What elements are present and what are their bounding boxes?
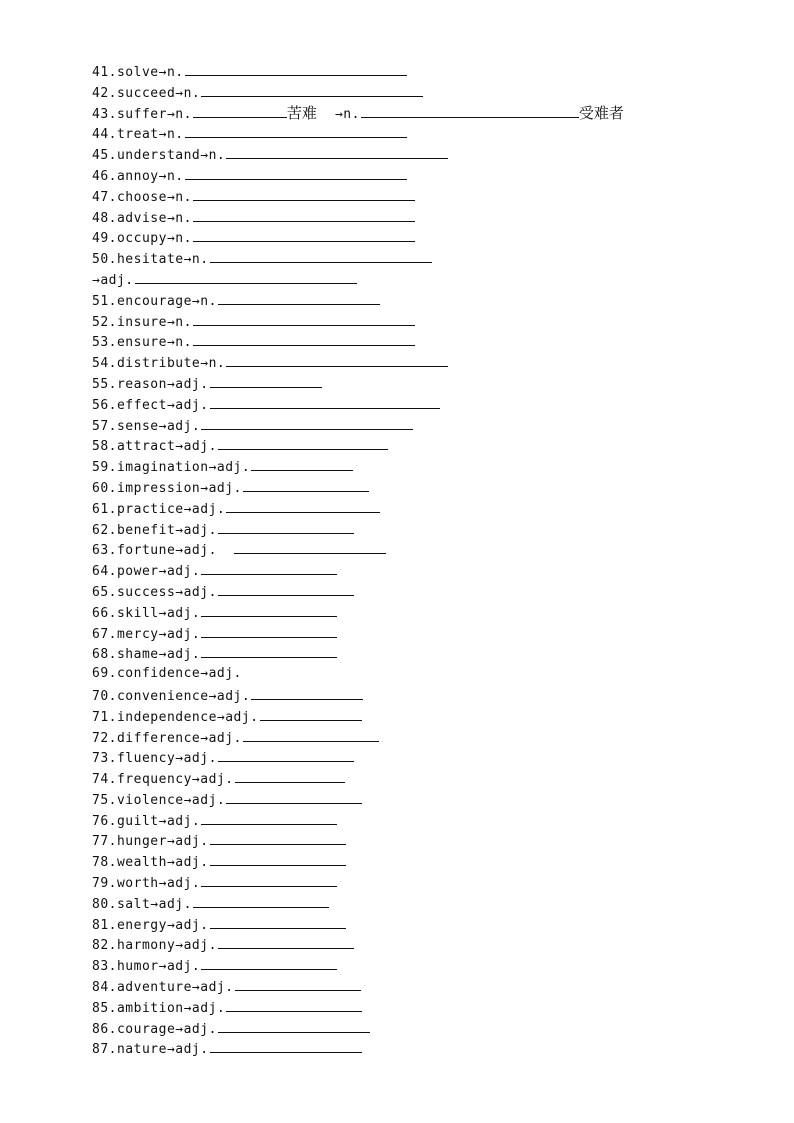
answer-blank[interactable] — [243, 477, 369, 492]
answer-blank[interactable] — [226, 352, 448, 367]
answer-blank[interactable] — [201, 560, 337, 575]
list-item: 57.sense→adj. — [92, 415, 732, 436]
list-item: 49.occupy→n. — [92, 227, 732, 248]
list-item: 56.effect→adj. — [92, 394, 732, 415]
answer-blank[interactable] — [185, 165, 407, 180]
answer-blank[interactable] — [218, 519, 354, 534]
answer-blank[interactable] — [218, 435, 388, 450]
answer-blank[interactable] — [218, 290, 380, 305]
answer-blank[interactable] — [361, 103, 579, 118]
list-item: →adj. — [92, 269, 732, 290]
list-item: 52.insure→n. — [92, 311, 732, 332]
list-item: 84.adventure→adj. — [92, 976, 732, 997]
answer-blank[interactable] — [193, 207, 415, 222]
list-item: 85.ambition→adj. — [92, 997, 732, 1018]
answer-blank[interactable] — [218, 747, 354, 762]
list-item: 61.practice→adj. — [92, 498, 732, 519]
list-item: 44.treat→n. — [92, 123, 732, 144]
list-item: 73.fluency→adj. — [92, 747, 732, 768]
list-item: 79.worth→adj. — [92, 872, 732, 893]
answer-blank[interactable] — [193, 311, 415, 326]
list-item: 43.suffer→n. 苦难 →n. 受难者 — [92, 103, 624, 122]
list-item: 87.nature→adj. — [92, 1038, 732, 1059]
list-item: 77.hunger→adj. — [92, 830, 732, 851]
answer-blank[interactable] — [226, 997, 362, 1012]
answer-blank[interactable] — [185, 61, 407, 76]
list-item: 59.imagination→adj. — [92, 456, 732, 477]
list-item: 86.courage→adj. — [92, 1018, 732, 1039]
answer-blank[interactable] — [226, 498, 380, 513]
chinese-hint: 受难者 — [578, 103, 624, 122]
list-item: 55.reason→adj. — [92, 373, 732, 394]
answer-blank[interactable] — [226, 144, 448, 159]
answer-blank[interactable] — [243, 727, 379, 742]
list-item: 60.impression→adj. — [92, 477, 732, 498]
answer-blank[interactable] — [135, 269, 357, 284]
list-item: 78.wealth→adj. — [92, 851, 732, 872]
answer-blank[interactable] — [210, 248, 432, 263]
list-item: 41.solve→n. — [92, 61, 732, 82]
list-item: 53.ensure→n. — [92, 331, 732, 352]
list-item: 74.frequency→adj. — [92, 768, 732, 789]
list-item: 75.violence→adj. — [92, 789, 732, 810]
answer-blank[interactable] — [210, 914, 346, 929]
list-item: 58.attract→adj. — [92, 435, 732, 456]
answer-blank[interactable] — [201, 623, 337, 638]
list-item: 51.encourage→n. — [92, 290, 732, 311]
chinese-hint: 苦难 — [286, 103, 317, 122]
list-item: 66.skill→adj. — [92, 602, 732, 623]
answer-blank[interactable] — [201, 82, 423, 97]
list-item: 68.shame→adj. — [92, 643, 732, 664]
list-item: 64.power→adj. — [92, 560, 732, 581]
answer-blank[interactable] — [193, 893, 329, 908]
list-item: 69.confidence→adj. — [92, 666, 242, 682]
answer-blank[interactable] — [235, 768, 345, 783]
list-item: 83.humor→adj. — [92, 955, 732, 976]
answer-blank[interactable] — [218, 934, 354, 949]
answer-blank[interactable] — [201, 602, 337, 617]
list-item: 45.understand→n. — [92, 144, 732, 165]
list-item: 50.hesitate→n. — [92, 248, 732, 269]
answer-blank[interactable] — [251, 456, 353, 471]
answer-blank[interactable] — [185, 123, 407, 138]
answer-blank[interactable] — [201, 955, 337, 970]
answer-blank[interactable] — [226, 789, 362, 804]
answer-blank[interactable] — [235, 976, 361, 991]
answer-blank[interactable] — [260, 706, 362, 721]
answer-blank[interactable] — [210, 373, 322, 388]
list-item: 47.choose→n. — [92, 186, 732, 207]
list-item: 80.salt→adj. — [92, 893, 732, 914]
exercise-list — [92, 61, 732, 1059]
list-item: 46.annoy→n. — [92, 165, 732, 186]
list-item: 72.difference→adj. — [92, 727, 732, 748]
list-item: 48.advise→n. — [92, 207, 732, 228]
list-item: 82.harmony→adj. — [92, 934, 732, 955]
list-item: 71.independence→adj. — [92, 706, 732, 727]
answer-blank[interactable] — [210, 394, 440, 409]
list-item: 70.convenience→adj. — [92, 685, 732, 706]
answer-blank[interactable] — [218, 1018, 370, 1033]
list-item: 65.success→adj. — [92, 581, 732, 602]
answer-blank[interactable] — [193, 227, 415, 242]
answer-blank[interactable] — [193, 186, 415, 201]
answer-blank[interactable] — [210, 1038, 362, 1053]
answer-blank[interactable] — [210, 830, 346, 845]
list-item: 42.succeed→n. — [92, 82, 732, 103]
answer-blank[interactable] — [193, 331, 415, 346]
list-item: 62.benefit→adj. — [92, 519, 732, 540]
answer-blank[interactable] — [201, 810, 337, 825]
answer-blank[interactable] — [234, 539, 386, 554]
list-item: 76.guilt→adj. — [92, 810, 732, 831]
answer-blank[interactable] — [210, 851, 346, 866]
list-item: 67.mercy→adj. — [92, 623, 732, 644]
list-item: 63.fortune→adj. — [92, 539, 732, 560]
answer-blank[interactable] — [201, 415, 413, 430]
answer-blank[interactable] — [201, 872, 337, 887]
answer-blank[interactable] — [193, 103, 287, 118]
answer-blank[interactable] — [251, 685, 363, 700]
list-item: 81.energy→adj. — [92, 914, 732, 935]
answer-blank[interactable] — [218, 581, 354, 596]
list-item: 54.distribute→n. — [92, 352, 732, 373]
answer-blank[interactable] — [201, 643, 337, 658]
